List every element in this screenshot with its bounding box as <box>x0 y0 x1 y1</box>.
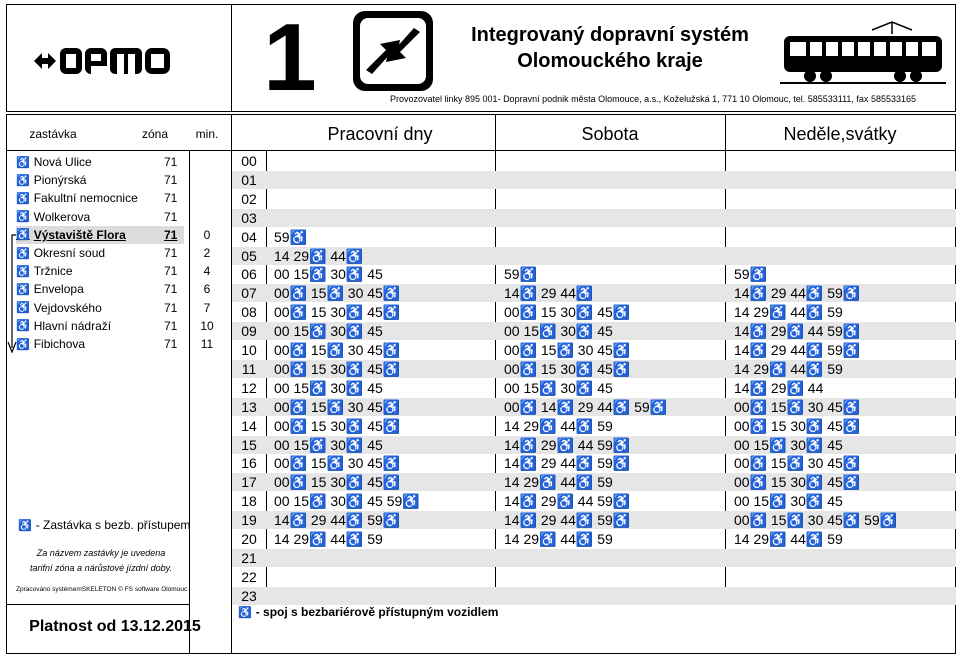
hour-row <box>232 303 956 321</box>
stop-minutes: 0 <box>203 227 211 242</box>
weekday-departures: 00♿ 15 30♿ 45♿ <box>274 474 401 491</box>
system-title <box>450 22 770 74</box>
hour-row <box>232 473 956 491</box>
stop-zone: 71 <box>164 155 178 169</box>
validity-date: Platnost od 13.12.2015 <box>29 618 201 635</box>
hour-label: 05 <box>241 247 257 264</box>
saturday-departures <box>496 228 504 246</box>
stop-zone: 71 <box>164 246 178 260</box>
hour-label: 18 <box>241 493 257 510</box>
stop-minutes <box>192 208 222 226</box>
hour-label: 19 <box>241 512 257 529</box>
saturday-departures <box>496 247 504 265</box>
validity-divider <box>6 604 189 605</box>
hour-label: 02 <box>241 190 257 207</box>
stop-minutes <box>192 153 222 171</box>
stop-name: Okresní soud <box>33 246 106 260</box>
stop-minutes <box>192 189 222 207</box>
sunday-departures <box>726 549 734 567</box>
weekday-departures: 00 15♿ 30♿ 45 59♿ <box>274 493 420 510</box>
hour-label: 10 <box>241 342 257 358</box>
weekday-departures <box>266 549 274 567</box>
stop-item <box>16 153 184 171</box>
stop-minutes: 11 <box>200 337 214 351</box>
weekday-departures: 00 15♿ 30♿ 45 <box>274 436 383 453</box>
stop-item <box>16 244 184 262</box>
hour-label: 04 <box>241 228 257 245</box>
col-stop-header: zastávka <box>29 127 77 141</box>
hour-label: 17 <box>241 474 257 491</box>
stop-name: Hlavní nádraží <box>33 318 112 333</box>
hour-row <box>232 398 956 416</box>
sunday-departures: 14 29♿ 44♿ 59 <box>734 360 843 377</box>
hour-label: 12 <box>241 379 257 396</box>
sunday-departures: 14 29♿ 44♿ 59 <box>734 304 843 321</box>
sunday-departures: 59♿ <box>734 266 768 283</box>
hour-label: 01 <box>241 171 257 188</box>
wheelchair-icon: ♿ <box>16 229 30 242</box>
zone-note-line1: Za názvem zastávky je uvedena <box>36 548 166 558</box>
tram-icon <box>780 20 946 86</box>
stop-item <box>16 171 184 189</box>
saturday-departures: 14 29♿ 44♿ 59 <box>504 474 613 491</box>
hour-row <box>232 454 956 472</box>
line-number: 1 <box>263 4 317 111</box>
stop-item <box>16 226 184 244</box>
sunday-departures <box>726 190 734 208</box>
vehicle-legend-text: - spoj s bezbariérově přístupným vozidlem <box>255 605 499 619</box>
provider-info: Provozovatel linky 895 001- Dopravní podnik města Olomouce, a.s., Koželužská 1, 771 10 Olomouc, tel. 585533111, fax 585533165 <box>390 94 916 104</box>
hour-label: 16 <box>241 455 257 472</box>
col-weekday-header: Pracovní dny <box>327 123 433 144</box>
wheelchair-icon: ♿ <box>16 211 30 224</box>
sunday-departures: 14♿ 29 44♿ 59♿ <box>734 285 861 302</box>
saturday-departures <box>496 190 504 208</box>
software-credit: Zpracováno systémemSKELETON © FS software Olomouc <box>16 586 188 593</box>
sunday-departures: 00♿ 15 30♿ 45♿ <box>734 474 861 491</box>
stop-item <box>16 335 184 353</box>
col-sunday-header: Neděle,svátky <box>783 123 897 144</box>
stop-item <box>16 317 184 335</box>
saturday-departures: 00 15♿ 30♿ 45 <box>504 379 613 396</box>
wheelchair-icon: ♿ <box>16 174 30 187</box>
saturday-departures: 00♿ 15 30♿ 45♿ <box>504 304 631 321</box>
hour-label: 14 <box>241 417 257 434</box>
title-line1: Integrovaný dopravní systém <box>471 24 749 46</box>
stop-name: Nová Ulice <box>33 155 92 169</box>
hour-row <box>232 152 956 170</box>
hour-label: 13 <box>241 398 257 415</box>
saturday-departures: 14♿ 29♿ 44 59♿ <box>504 493 631 510</box>
hour-row <box>232 190 956 208</box>
sunday-departures: 00♿ 15 30♿ 45♿ <box>734 417 861 434</box>
weekday-departures: 00♿ 15♿ 30 45♿ <box>274 342 401 358</box>
stop-item <box>16 189 184 207</box>
dpmo-logo <box>32 40 172 82</box>
zone-note <box>16 546 186 576</box>
stop-legend <box>18 518 190 532</box>
weekday-departures <box>266 568 274 586</box>
vehicle-legend <box>238 605 498 619</box>
weekday-departures <box>266 171 274 189</box>
saturday-departures: 59♿ <box>504 266 538 283</box>
weekday-departures: 00 15♿ 30♿ 45 <box>274 323 383 340</box>
saturday-departures: 14♿ 29 44♿ 59♿ <box>504 455 631 472</box>
hour-row <box>232 511 956 529</box>
col-saturday-header: Sobota <box>581 123 639 144</box>
stop-name: Fibichova <box>33 337 86 351</box>
hour-label: 23 <box>241 587 257 604</box>
hour-label: 08 <box>241 304 257 321</box>
hour-row <box>232 530 956 548</box>
stop-legend-text: - Zastávka s bezb. přístupem <box>35 518 191 532</box>
saturday-departures: 14♿ 29 44♿ <box>504 285 594 302</box>
stop-zone: 71 <box>164 209 178 224</box>
hour-label: 09 <box>241 323 257 340</box>
stop-name: Wolkerova <box>33 209 91 224</box>
stops-divider <box>189 150 190 654</box>
weekday-departures <box>266 209 274 227</box>
hour-row <box>232 247 956 265</box>
sunday-departures: 00 15♿ 30♿ 45 <box>734 493 843 510</box>
wheelchair-icon: ♿ <box>16 320 30 333</box>
hour-row <box>232 322 956 340</box>
sunday-departures: 14♿ 29 44♿ 59♿ <box>734 342 861 358</box>
hour-row <box>232 587 956 605</box>
saturday-departures: 00♿ 14♿ 29 44♿ 59♿ <box>504 398 668 415</box>
stop-item <box>16 299 184 317</box>
weekday-departures: 14 29♿ 44♿ 59 <box>274 531 383 547</box>
sunday-departures: 14♿ 29♿ 44 59♿ <box>734 323 861 340</box>
weekday-departures: 14♿ 29 44♿ 59♿ <box>274 512 401 529</box>
stop-zone: 71 <box>164 282 178 297</box>
hour-row <box>232 341 956 359</box>
col-zone-header: zóna <box>141 127 169 141</box>
wheelchair-icon: ♿ <box>16 265 30 278</box>
wheelchair-icon: ♿ <box>238 607 252 619</box>
stop-zone: 71 <box>164 173 178 188</box>
stop-zone: 71 <box>164 318 178 333</box>
sunday-departures: 00♿ 15♿ 30 45♿ <box>734 398 861 415</box>
hour-row <box>232 209 956 227</box>
hour-row <box>232 436 956 454</box>
saturday-departures: 14 29♿ 44♿ 59 <box>504 531 613 547</box>
sunday-departures: 00♿ 15♿ 30 45♿ <box>734 455 861 472</box>
weekday-departures: 00♿ 15 30♿ 45♿ <box>274 417 401 434</box>
sunday-departures: 14♿ 29♿ 44 <box>734 379 824 396</box>
zone-note-line2: tarifní zóna a nárůstové jízdní doby. <box>30 563 172 573</box>
weekday-departures <box>266 587 274 605</box>
sunday-departures: 00 15♿ 30♿ 45 <box>734 436 843 453</box>
stop-zone: 71 <box>164 264 178 279</box>
sunday-departures <box>726 209 734 227</box>
hour-label: 20 <box>241 531 257 547</box>
wheelchair-icon: ♿ <box>18 520 32 532</box>
col-min-header: min. <box>195 127 219 141</box>
stop-zone: 71 <box>164 300 178 315</box>
stop-minutes: 4 <box>203 264 211 279</box>
stop-item <box>16 280 184 298</box>
wheelchair-icon: ♿ <box>16 283 30 296</box>
ids-logo-icon <box>352 10 434 92</box>
hour-row <box>232 379 956 397</box>
weekday-departures: 14 29♿ 44♿ <box>274 247 364 264</box>
hour-row <box>232 492 956 510</box>
weekday-departures: 00 15♿ 30♿ 45 <box>274 266 383 283</box>
title-line2: Olomouckého kraje <box>517 50 703 72</box>
stop-minutes: 7 <box>203 300 211 315</box>
weekday-departures: 00 15♿ 30♿ 45 <box>274 379 383 396</box>
hour-label: 03 <box>241 209 257 226</box>
saturday-departures <box>496 568 504 586</box>
hour-label: 07 <box>241 285 257 302</box>
stop-zone: 71 <box>164 227 178 242</box>
hour-label: 06 <box>241 266 257 283</box>
hour-label: 22 <box>241 568 257 585</box>
sunday-departures <box>726 171 734 189</box>
sunday-departures <box>726 568 734 586</box>
sunday-departures <box>726 228 734 246</box>
saturday-departures <box>496 152 504 170</box>
saturday-departures <box>496 171 504 189</box>
stop-minutes: 2 <box>203 246 211 260</box>
hour-row <box>232 417 956 435</box>
weekday-departures: 00♿ 15 30♿ 45♿ <box>274 360 401 377</box>
hour-row <box>232 568 956 586</box>
stop-minutes: 10 <box>200 318 214 333</box>
wheelchair-icon: ♿ <box>16 338 30 351</box>
saturday-departures <box>496 549 504 567</box>
stop-name: Vejdovského <box>33 300 102 315</box>
wheelchair-icon: ♿ <box>16 247 30 260</box>
stop-zone: 71 <box>164 191 178 206</box>
weekday-departures <box>266 190 274 208</box>
saturday-departures: 14 29♿ 44♿ 59 <box>504 417 613 434</box>
wheelchair-icon: ♿ <box>16 192 30 205</box>
hour-row <box>232 171 956 189</box>
stop-item <box>16 262 184 280</box>
sunday-departures: 00♿ 15♿ 30 45♿ 59♿ <box>734 512 898 529</box>
saturday-departures: 14♿ 29 44♿ 59♿ <box>504 512 631 529</box>
wheelchair-icon: ♿ <box>16 156 30 169</box>
stop-minutes: 6 <box>203 282 211 297</box>
sunday-departures: 14 29♿ 44♿ 59 <box>734 531 843 547</box>
weekday-departures: 00♿ 15♿ 30 45♿ <box>274 455 401 472</box>
stop-name: Envelopa <box>33 282 84 297</box>
hour-row <box>232 284 956 302</box>
saturday-departures: 00 15♿ 30♿ 45 <box>504 323 613 340</box>
stop-name: Fakultní nemocnice <box>33 191 138 206</box>
hour-label: 00 <box>241 153 257 169</box>
weekday-departures: 00♿ 15 30♿ 45♿ <box>274 304 401 321</box>
sunday-departures <box>726 152 734 170</box>
stop-zone: 71 <box>164 337 178 351</box>
weekday-departures: 59♿ <box>274 228 308 245</box>
hour-label: 21 <box>241 549 257 566</box>
stop-item <box>16 208 184 226</box>
hour-label: 11 <box>241 360 257 377</box>
saturday-departures <box>496 209 504 227</box>
stop-minutes <box>192 171 222 189</box>
stop-name: Výstaviště Flora <box>33 227 126 242</box>
hour-label: 15 <box>241 436 257 453</box>
header-underline <box>6 150 956 151</box>
weekday-departures: 00♿ 15♿ 30 45♿ <box>274 398 401 415</box>
saturday-departures: 00♿ 15♿ 30 45♿ <box>504 342 631 358</box>
hour-row <box>232 549 956 567</box>
sunday-departures <box>726 587 734 605</box>
saturday-departures: 14♿ 29♿ 44 59♿ <box>504 436 631 453</box>
hour-row <box>232 360 956 378</box>
wheelchair-icon: ♿ <box>16 302 30 315</box>
hour-row <box>232 265 956 283</box>
stop-name: Tržnice <box>33 264 73 279</box>
stop-name: Pionýrská <box>33 173 87 188</box>
weekday-departures <box>266 152 274 170</box>
saturday-departures: 00♿ 15 30♿ 45♿ <box>504 360 631 377</box>
weekday-departures: 00♿ 15♿ 30 45♿ <box>274 285 401 302</box>
sunday-departures <box>726 247 734 265</box>
saturday-departures <box>496 587 504 605</box>
hour-row <box>232 228 956 246</box>
